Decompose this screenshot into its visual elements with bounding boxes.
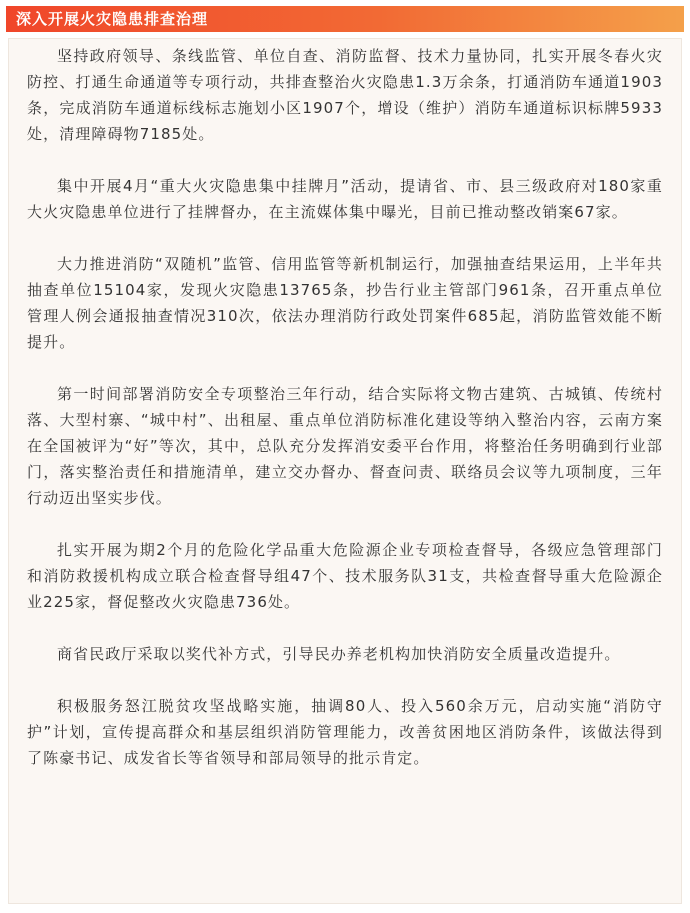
paragraph-double-random-supervision: 大力推进消防“双随机”监管、信用监管等新机制运行，加强抽查结果运用，上半年共抽查单位15104家，发现火灾隐患13765条，抄告行业主管部门961条，召开重点单位管理人例会通报抽查情况310次，依法办理消防行政处罚案件685起，消防监管效能不断提升。 <box>27 255 663 351</box>
section-header-bar <box>6 6 684 32</box>
paragraph-elderly-care: 商省民政厅采取以奖代补方式，引导民办养老机构加快消防安全质量改造提升。 <box>57 645 621 663</box>
paragraph-hazard-rectification: 坚持政府领导、条线监管、单位自查、消防监督、技术力量协同，扎实开展冬春火灾防控、打通生命通道等专项行动，共排查整治火灾隐患1.3万余条，打通消防车通道1903条，完成消防车通道标线标志施划小区1907个，增设（维护）消防车通道标识标牌5933处，清理障碍物7185处。 <box>27 47 663 143</box>
paragraph-three-year-action: 第一时间部署消防安全专项整治三年行动，结合实际将文物古建筑、古城镇、传统村落、大型村寨、“城中村”、出租屋、重点单位消防标准化建设等纳入整治内容，云南方案在全国被评为“好”等次，其中，总队充分发挥消安委平台作用，将整治任务明确到行业部门，落实整治责任和措施清单，建立交办督办、督查问责、联络员会议等九项制度，三年行动迈出坚实步伐。 <box>27 385 663 507</box>
article-body <box>8 38 682 904</box>
paragraph-hazardous-chemicals: 扎实开展为期2个月的危险化学品重大危险源企业专项检查督导，各级应急管理部门和消防救援机构成立联合检查督导组47个、技术服务队31支，共检查督导重大危险源企业225家，督促整改火灾隐患736处。 <box>27 541 663 611</box>
paragraph-major-hazard-month: 集中开展4月“重大火灾隐患集中挂牌月”活动，提请省、市、县三级政府对180家重大火灾隐患单位进行了挂牌督办，在主流媒体集中曝光，目前已推动整改销案67家。 <box>27 177 663 221</box>
section-title: 深入开展火灾隐患排查治理 <box>16 10 209 28</box>
article-page <box>0 6 690 913</box>
paragraph-nujiang-poverty: 积极服务怒江脱贫攻坚战略实施，抽调80人、投入560余万元，启动实施“消防守护”计划，宣传提高群众和基层组织消防管理能力，改善贫困地区消防条件，该做法得到了陈豪书记、成发省长等省领导和部局领导的批示肯定。 <box>27 697 663 767</box>
